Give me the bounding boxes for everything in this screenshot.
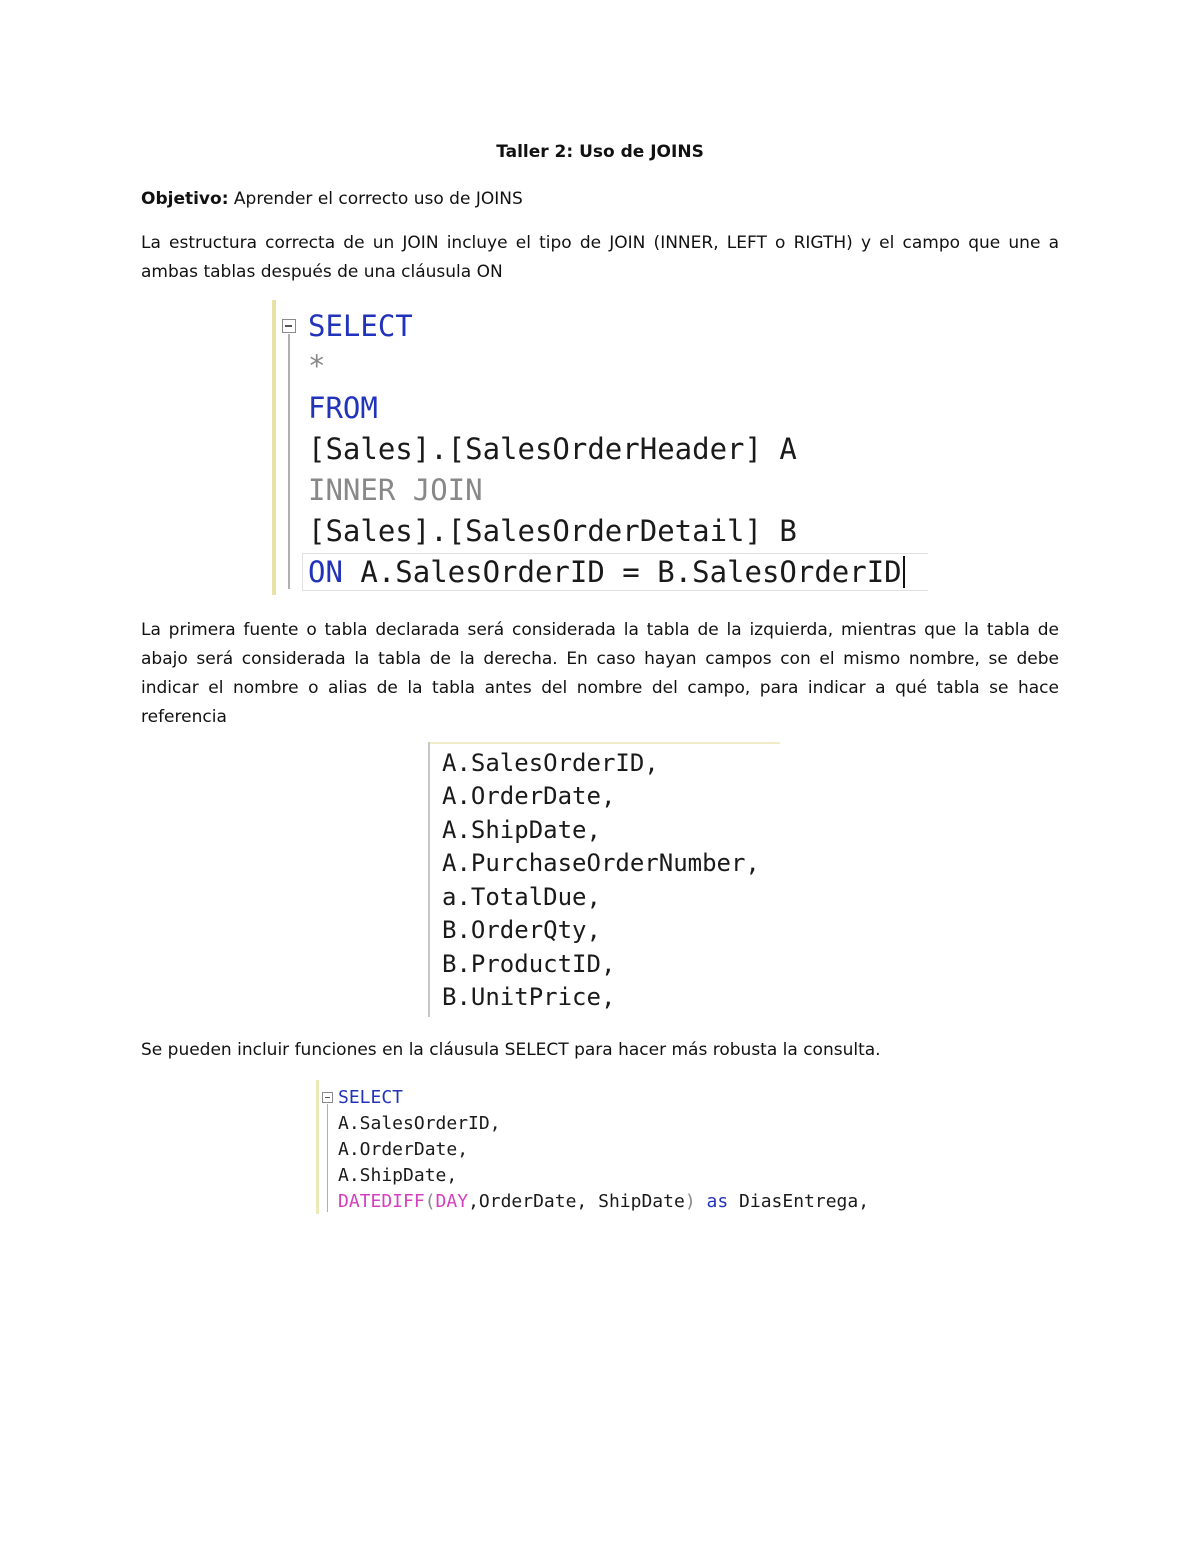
outline-guide-line	[288, 334, 290, 589]
code-paren-close: )	[684, 1191, 696, 1212]
editor-gutter	[316, 1080, 319, 1214]
collapse-icon	[282, 319, 296, 333]
fields-code-screenshot	[428, 742, 780, 1017]
code-field-line: A.OrderDate,	[338, 1139, 469, 1160]
code-field-line: A.PurchaseOrderNumber,	[442, 849, 760, 877]
code-field-line: B.OrderQty,	[442, 916, 601, 944]
code-field-line: A.SalesOrderID,	[338, 1113, 501, 1134]
code-on-keyword: ON	[308, 555, 343, 589]
code-alias: DiasEntrega,	[728, 1191, 870, 1212]
outline-guide-line	[428, 742, 430, 1017]
join-code-screenshot	[272, 300, 928, 595]
code-function-name: DATEDIFF	[338, 1191, 425, 1212]
objective-text: Aprender el correcto uso de JOINS	[228, 189, 523, 209]
code-function-arg: DAY	[435, 1191, 469, 1212]
code-as-keyword: as	[706, 1191, 729, 1212]
functions-code-screenshot	[316, 1080, 876, 1214]
code-field-line: a.TotalDue,	[442, 883, 601, 911]
code-table-a: [Sales].[SalesOrderHeader] A	[308, 432, 797, 466]
code-function-args: ,OrderDate, ShipDate	[468, 1191, 685, 1212]
join-structure-paragraph: La estructura correcta de un JOIN incluye el tipo de JOIN (INNER, LEFT o RIGTH) y el campo que une a ambas tablas después de una cláusula ON	[141, 233, 1059, 282]
code-field-line: B.UnitPrice,	[442, 983, 616, 1011]
code-on-line	[308, 554, 905, 590]
code-field-line: A.ShipDate,	[442, 816, 601, 844]
code-inner-join: INNER JOIN	[308, 473, 483, 507]
code-on-condition: A.SalesOrderID = B.SalesOrderID	[342, 555, 902, 589]
code-datediff-line	[338, 1189, 869, 1215]
code-field-line: A.ShipDate,	[338, 1165, 458, 1186]
page-title: Taller 2: Uso de JOINS	[496, 142, 704, 162]
code-star: *	[308, 349, 326, 383]
left-right-table-paragraph: La primera fuente o tabla declarada será considerada la tabla de la izquierda, mientras que la tabla de abajo será considerada la tabla de la derecha. En caso hayan campos con el mismo nombre, se debe indicar el nombre o alias de la tabla antes del nombre del campo, para indicar a qué tabla se hace referencia	[141, 620, 1059, 727]
code-field-line: A.SalesOrderID,	[442, 749, 659, 777]
objective-label: Objetivo:	[141, 189, 229, 209]
collapse-icon	[322, 1092, 333, 1103]
code-paren-open: (	[424, 1191, 436, 1212]
outline-guide-line	[327, 1104, 328, 1212]
objective-paragraph	[141, 185, 1059, 214]
text-caret	[903, 556, 905, 588]
editor-gutter	[272, 300, 276, 595]
code-select-keyword: SELECT	[308, 309, 413, 343]
code-from-keyword: FROM	[308, 391, 378, 425]
code-field-line: B.ProductID,	[442, 950, 616, 978]
functions-paragraph: Se pueden incluir funciones en la cláusula SELECT para hacer más robusta la consulta.	[141, 1040, 881, 1060]
editor-top-border	[428, 742, 780, 744]
code-select-keyword: SELECT	[338, 1087, 404, 1108]
code-field-line: A.OrderDate,	[442, 782, 616, 810]
code-table-b: [Sales].[SalesOrderDetail] B	[308, 514, 797, 548]
